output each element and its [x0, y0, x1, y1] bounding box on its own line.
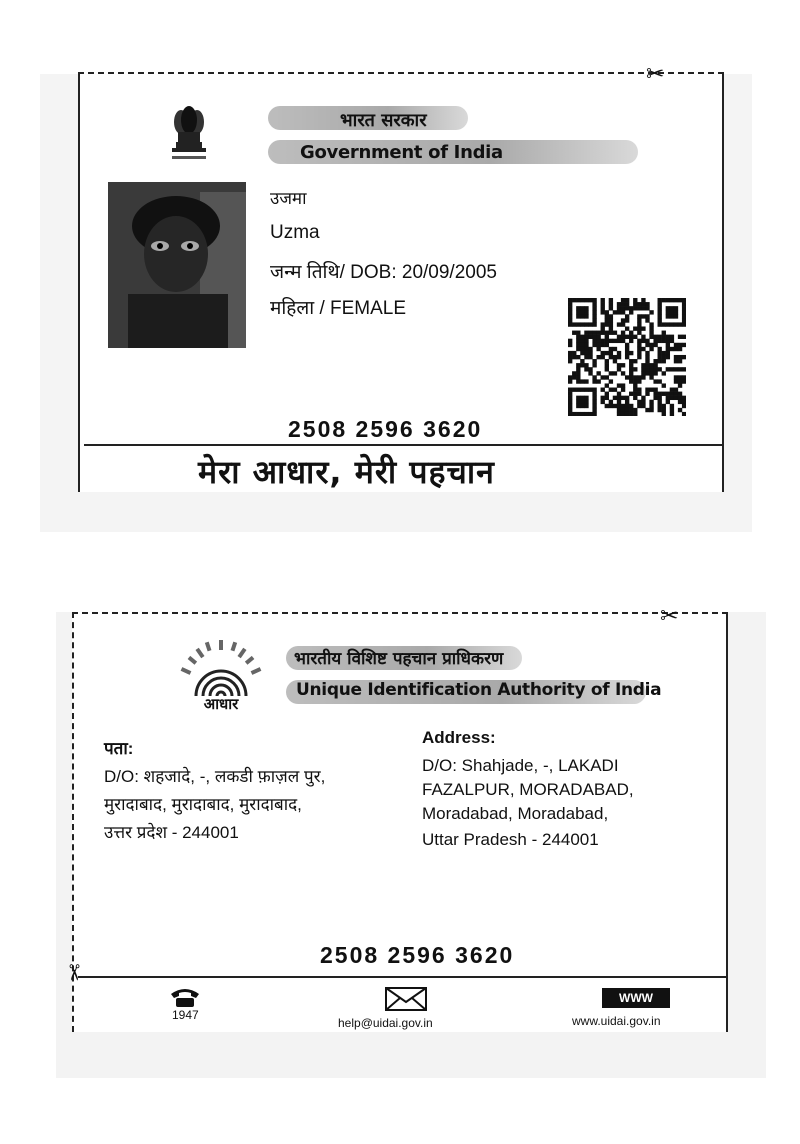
website-link[interactable]: www.uidai.gov.in	[572, 1014, 661, 1028]
address-english-line: FAZALPUR, MORADABAD,	[422, 780, 634, 799]
address-english-line: Uttar Pradesh - 244001	[422, 830, 599, 849]
address-label-hindi: पता:	[104, 739, 134, 758]
aadhaar-back-card	[60, 604, 728, 1032]
address-english-line: Moradabad, Moradabad,	[422, 804, 609, 823]
date-of-birth: जन्म तिथि/ DOB: 20/09/2005	[270, 262, 497, 283]
phone-number: 1947	[172, 1008, 199, 1022]
address-hindi-line: D/O: शहजादे, -, लकडी फ़ाज़ल पुर,	[104, 767, 326, 786]
gov-title-english: Government of India	[300, 142, 503, 163]
footer-divider-front	[84, 444, 724, 446]
aadhaar-number-back: 2508 2596 3620	[320, 942, 515, 968]
phone-icon	[168, 986, 202, 1008]
qr-code	[568, 298, 686, 416]
help-email[interactable]: help@uidai.gov.in	[338, 1016, 433, 1030]
slogan: मेरा आधार, मेरी पहचान	[198, 453, 495, 491]
www-badge: WWW	[602, 988, 670, 1008]
authority-title-hindi: भारतीय विशिष्ट पहचान प्राधिकरण	[294, 649, 504, 669]
address-label-english: Address:	[422, 728, 496, 747]
gender: महिला / FEMALE	[270, 298, 407, 319]
aadhaar-logo-icon	[176, 638, 266, 714]
state-emblem-icon	[166, 98, 212, 162]
card-right-border	[722, 72, 724, 492]
envelope-icon	[384, 986, 428, 1012]
scissors-icon: ✂	[646, 62, 665, 87]
holder-photo	[108, 182, 246, 348]
scissors-icon-left: ✂	[60, 963, 86, 982]
address-hindi-line: उत्तर प्रदेश - 244001	[104, 823, 239, 842]
scissors-icon-back: ✂	[660, 604, 679, 629]
card-left-border	[78, 72, 80, 492]
address-hindi-line: मुरादाबाद, मुरादाबाद, मुरादाबाद,	[104, 795, 302, 814]
cut-line-top	[78, 72, 724, 74]
aadhaar-front-card	[78, 62, 724, 492]
cut-line-top-back	[72, 612, 728, 614]
aadhaar-number-front: 2508 2596 3620	[288, 416, 483, 442]
authority-title-english: Unique Identification Authority of India	[296, 680, 662, 700]
gov-title-hindi: भारत सरकार	[340, 110, 427, 131]
name-english: Uzma	[270, 222, 320, 243]
aadhaar-logo-text: आधार	[203, 695, 239, 713]
name-hindi: उजमा	[270, 189, 307, 208]
card-right-border-back	[726, 612, 728, 1032]
address-english-line: D/O: Shahjade, -, LAKADI	[422, 756, 619, 775]
footer-divider-back	[78, 976, 728, 978]
